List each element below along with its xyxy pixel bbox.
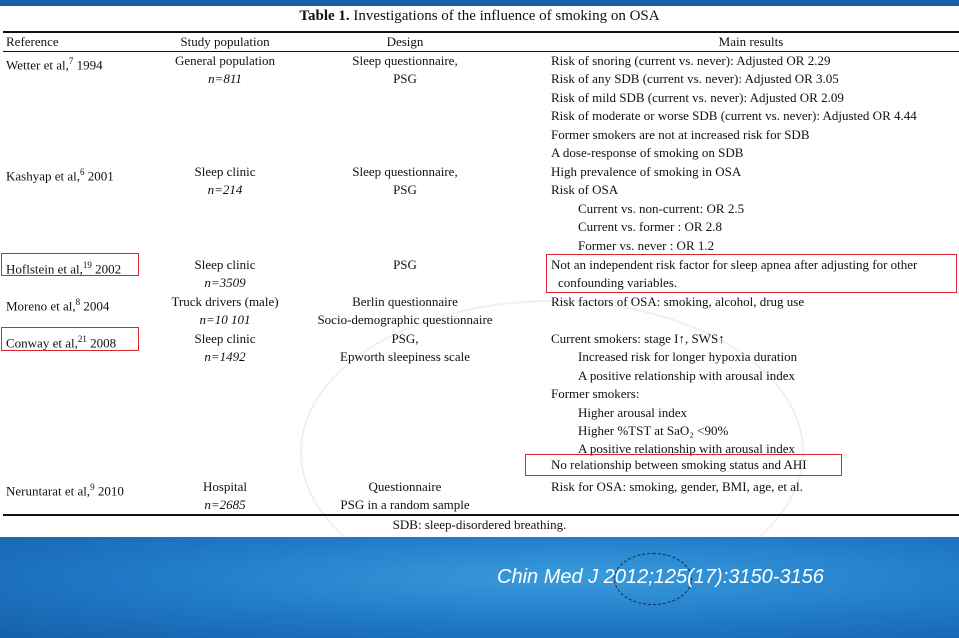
pop-hoflstein-2: n=3509 bbox=[204, 275, 246, 290]
pop-moreno-2: n=10 101 bbox=[199, 312, 251, 327]
des-kashyap-1: Sleep questionnaire, bbox=[352, 164, 458, 179]
ref-wetter: Wetter et al,$^7$ 1994 bbox=[6, 56, 103, 73]
ref-neruntarat: Neruntarat et al,$^9$ 2010 bbox=[6, 482, 124, 499]
top-accent-bar bbox=[0, 0, 959, 6]
res-conway-6: A positive relationship with arousal index bbox=[578, 441, 795, 456]
pop-kashyap-1: Sleep clinic bbox=[194, 164, 256, 179]
des-conway-2: Epworth sleepiness scale bbox=[340, 349, 470, 364]
res-conway-2: A positive relationship with arousal index bbox=[578, 368, 795, 383]
ref-kashyap: Kashyap et al,$^6$ 2001 bbox=[6, 167, 114, 184]
res-kashyap-2: Current vs. non-current: OR 2.5 bbox=[578, 201, 745, 216]
res-conway-4: Higher arousal index bbox=[578, 405, 688, 420]
pop-moreno-1: Truck drivers (male) bbox=[171, 294, 279, 309]
pop-conway-2: n=1492 bbox=[204, 349, 246, 364]
res-neruntarat-0: Risk for OSA: smoking, gender, BMI, age, et al. bbox=[551, 479, 803, 494]
ref-moreno: Moreno et al,$^8$ 2004 bbox=[6, 297, 110, 314]
des-moreno-1: Berlin questionnaire bbox=[352, 294, 458, 309]
citation: Chin Med J 2012;125(17):3150-3156 bbox=[497, 566, 824, 588]
res-wetter-4: Former smokers are not at increased risk for SDB bbox=[551, 127, 810, 142]
res-conway-7: No relationship between smoking status and AHI bbox=[551, 457, 807, 472]
pop-conway-1: Sleep clinic bbox=[194, 331, 256, 346]
res-hoflstein-1: confounding variables. bbox=[558, 275, 678, 290]
des-neruntarat-2: PSG in a random sample bbox=[340, 497, 470, 512]
header-reference: Reference bbox=[6, 34, 59, 49]
res-kashyap-1: Risk of OSA bbox=[551, 182, 619, 197]
pop-kashyap-2: n=214 bbox=[207, 182, 243, 197]
res-conway-1: Increased risk for longer hypoxia duration bbox=[578, 349, 798, 364]
top-rule bbox=[3, 31, 959, 33]
ref-conway: Conway et al,$^{21}$ 2008 bbox=[6, 334, 117, 351]
header-results: Main results bbox=[718, 34, 784, 49]
des-moreno-2: Socio-demographic questionnaire bbox=[317, 312, 493, 327]
des-wetter-2: PSG bbox=[393, 71, 417, 86]
res-conway-0: Current smokers: stage I↑, SWS↑ bbox=[551, 331, 725, 346]
res-hoflstein-0: Not an independent risk factor for sleep apnea after adjusting for other bbox=[551, 257, 918, 272]
res-kashyap-0: High prevalence of smoking in OSA bbox=[551, 164, 742, 179]
res-wetter-2: Risk of mild SDB (current vs. never): Adjusted OR 2.09 bbox=[551, 90, 844, 105]
des-neruntarat-1: Questionnaire bbox=[368, 479, 442, 494]
table-footnote: SDB: sleep-disordered breathing. bbox=[392, 517, 567, 532]
res-wetter-3: Risk of moderate or worse SDB (current vs. never): Adjusted OR 4.44 bbox=[551, 108, 917, 123]
res-kashyap-3: Current vs. former : OR 2.8 bbox=[578, 219, 723, 234]
header-population: Study population bbox=[180, 34, 270, 49]
res-wetter-5: A dose-response of smoking on SDB bbox=[551, 145, 744, 160]
des-wetter-1: Sleep questionnaire, bbox=[352, 53, 458, 68]
des-kashyap-2: PSG bbox=[393, 182, 417, 197]
table-caption: Table 1. Investigations of the influence of smoking on OSA bbox=[299, 8, 660, 24]
des-hoflstein-1: PSG bbox=[393, 257, 417, 272]
des-conway-1: PSG, bbox=[391, 331, 419, 346]
header-design: Design bbox=[386, 34, 424, 49]
res-wetter-0: Risk of snoring (current vs. never): Adjusted OR 2.29 bbox=[551, 53, 831, 68]
res-kashyap-4: Former vs. never : OR 1.2 bbox=[578, 238, 715, 253]
res-moreno-0: Risk factors of OSA: smoking, alcohol, drug use bbox=[551, 294, 805, 309]
pop-neruntarat-1: Hospital bbox=[202, 479, 248, 494]
res-wetter-1: Risk of any SDB (current vs. never): Adjusted OR 3.05 bbox=[551, 71, 839, 86]
bottom-rule bbox=[3, 514, 959, 516]
pop-hoflstein-1: Sleep clinic bbox=[194, 257, 256, 272]
pop-neruntarat-2: n=2685 bbox=[204, 497, 246, 512]
pop-wetter-1: General population bbox=[175, 53, 275, 68]
ref-hoflstein: Hoflstein et al,$^{19}$ 2002 bbox=[6, 260, 122, 277]
res-conway-3: Former smokers: bbox=[551, 386, 640, 401]
res-conway-5: Higher %TST at SaO₂ <90% bbox=[578, 423, 729, 438]
pop-wetter-2: n=811 bbox=[208, 71, 242, 86]
